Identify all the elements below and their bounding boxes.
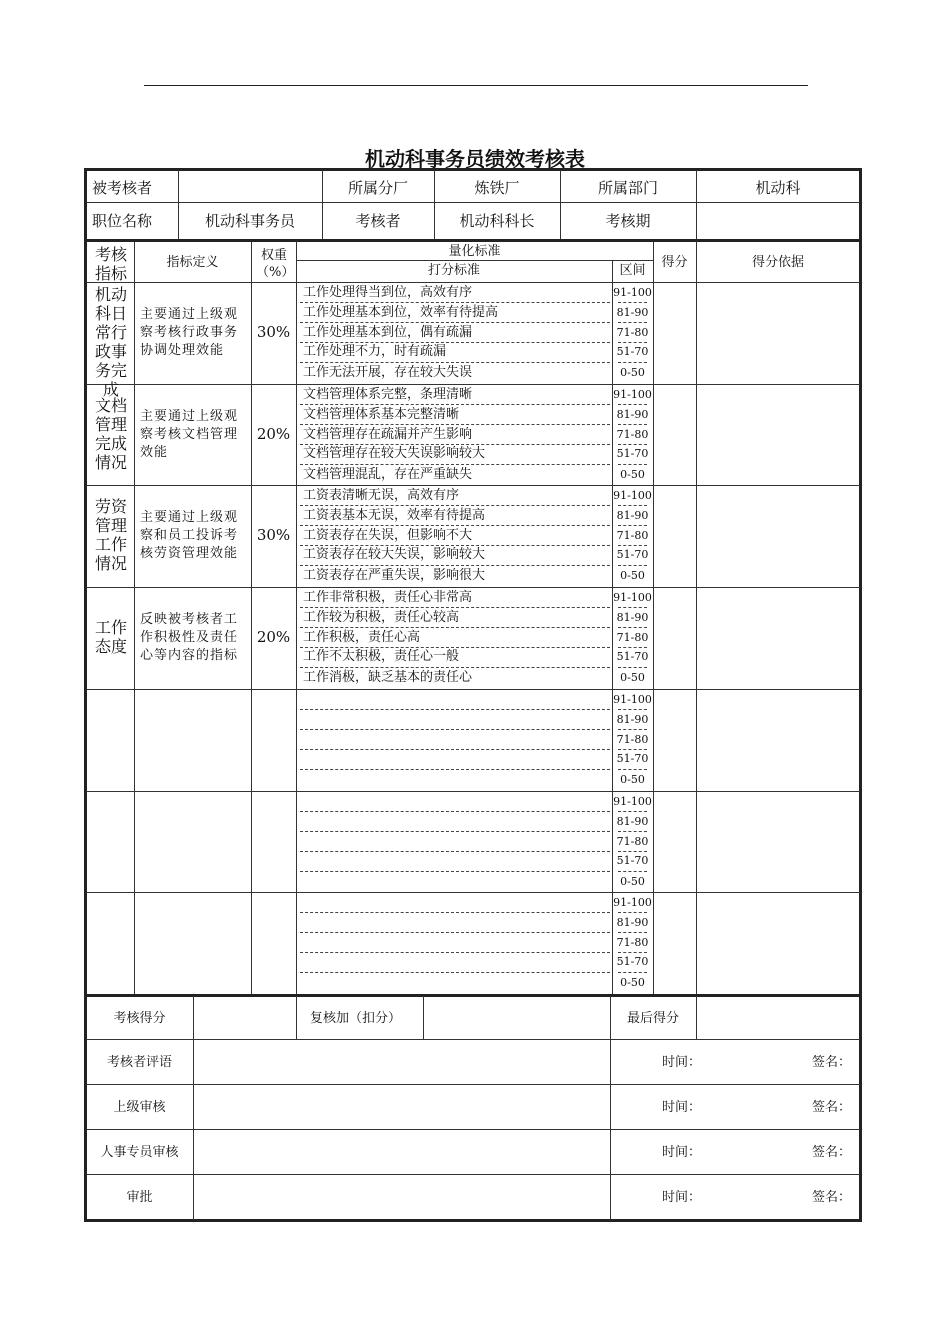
range-value: 51-70 [616,447,649,460]
info-bottom-rule [86,239,860,242]
score-cell[interactable] [654,486,695,586]
indicator-definition: 主要通过上级观察考核行政事务协调处理效能 [140,307,239,358]
score-cell[interactable] [654,283,695,383]
indicator-category [93,904,129,1000]
criteria-item: 工作消极，缺乏基本的责任心 [303,670,473,685]
score-cell[interactable] [654,690,695,790]
review-label: 考核者评语 [106,1055,172,1070]
review-comment-field[interactable] [194,1085,609,1128]
indicator-category [93,701,129,797]
position-value: 机动科事务员 [204,212,295,230]
range-value: 0-50 [620,976,645,989]
criteria-item: 工作处理得当到位，高效有序 [303,285,473,300]
range-value: 71-80 [616,529,649,542]
review-comment-field[interactable] [194,1130,609,1173]
dept-label: 所属部门 [597,179,658,197]
indicator-weight: 30% [256,526,291,544]
review-comment-field[interactable] [194,1175,609,1218]
score-basis-cell[interactable] [697,690,859,790]
range-value: 0-50 [620,569,645,582]
criteria-item: 文档管理存在疏漏并产生影响 [303,427,473,442]
range-value: 81-90 [616,306,649,319]
range-value: 71-80 [616,631,649,644]
info-divider [86,202,860,203]
range-value: 71-80 [616,326,649,339]
header-quant: 量化标准 [448,244,501,259]
indicator-definition: 主要通过上级观察考核文档管理效能 [140,409,239,460]
review-time-label: 时间： [662,1190,702,1205]
range-value: 91-100 [613,489,652,502]
range-value: 91-100 [613,795,652,808]
indicator-category: 文档管理完成情况 [94,396,127,472]
header-definition: 指标定义 [166,255,219,270]
range-value: 81-90 [616,611,649,624]
range-value: 81-90 [616,408,649,421]
review-time-label: 时间： [662,1145,702,1160]
range-value: 0-50 [620,366,645,379]
criteria-item: 工作不太积极，责任心一般 [303,649,460,664]
range-value: 71-80 [616,733,649,746]
range-value: 51-70 [616,548,649,561]
criteria-item: 工资表存在较大失误，影响较大 [303,547,486,562]
review-time-label: 时间： [662,1055,702,1070]
criteria-item: 文档管理体系基本完整清晰 [303,407,460,422]
score-cell[interactable] [654,792,695,891]
indicator-category: 劳资管理工作情况 [94,497,127,573]
range-value: 81-90 [616,713,649,726]
range-value: 0-50 [620,468,645,481]
score-cell[interactable] [654,893,695,993]
review-label: 人事专员审核 [100,1145,179,1160]
review-sign-label: 签名： [812,1055,852,1070]
range-value: 81-90 [616,916,649,929]
assessor-label: 考核者 [355,212,401,230]
review-label: 审批 [126,1190,153,1205]
header-weight: 权重（%） [256,248,295,280]
period-label: 考核期 [605,212,651,230]
range-value: 51-70 [616,955,649,968]
criteria-item: 工作处理基本到位，偶有疏漏 [303,325,473,340]
range-value: 71-80 [616,835,649,848]
indicator-definition: 主要通过上级观察和员工投诉考核劳资管理效能 [140,510,239,561]
indicator-category [93,803,129,898]
dept-value: 机动科 [755,179,801,197]
score-label: 考核得分 [113,1011,166,1026]
criteria-item: 工资表存在严重失误，影响很大 [303,568,486,583]
criteria-item: 工作无法开展，存在较大失误 [303,365,473,380]
review-sign-label: 签名： [812,1100,852,1115]
position-label: 职位名称 [92,212,153,230]
indicator-definition: 反映被考核者工作积极性及责任心等内容的指标 [140,612,239,663]
header-basis: 得分依据 [751,255,804,270]
range-value: 81-90 [616,815,649,828]
criteria-item: 工资表清晰无误，高效有序 [303,488,460,503]
criteria-item: 工资表基本无误，效率有待提高 [303,508,486,523]
header-category: 考核指标 [94,245,127,283]
range-value: 91-100 [613,896,652,909]
header-rule [144,85,808,86]
header-criteria: 打分标准 [427,263,480,278]
range-value: 71-80 [616,936,649,949]
range-value: 81-90 [616,509,649,522]
header-range: 区间 [619,263,646,278]
range-value: 91-100 [613,693,652,706]
range-value: 51-70 [616,345,649,358]
indicator-category: 工作态度 [94,618,127,656]
footer-top-rule [86,994,860,997]
review-sign-label: 签名： [812,1190,852,1205]
examinee-label: 被考核者 [92,179,153,197]
range-value: 51-70 [616,752,649,765]
criteria-item: 工作积极，责任心高 [303,630,421,645]
score-basis-cell[interactable] [697,486,859,586]
criteria-item: 文档管理混乱，存在严重缺失 [303,467,473,482]
range-value: 0-50 [620,773,645,786]
indicator-weight: 20% [256,425,291,443]
score-basis-cell[interactable] [697,283,859,383]
score-cell[interactable] [654,588,695,688]
criteria-item: 工作处理基本到位，效率有待提高 [303,305,499,320]
range-value: 0-50 [620,875,645,888]
criteria-item: 文档管理存在较大失误影响较大 [303,446,486,461]
indicator-weight: 30% [256,323,291,341]
range-value: 51-70 [616,854,649,867]
form-title: 机动科事务员绩效考核表 [365,147,585,171]
indicator-category: 机动科日常行政事务完成 [94,285,127,399]
review-time-label: 时间： [662,1100,702,1115]
score-basis-cell[interactable] [697,385,859,484]
range-value: 0-50 [620,671,645,684]
score-basis-cell[interactable] [697,588,859,688]
criteria-item: 工资表存在失误，但影响不大 [303,528,473,543]
range-value: 91-100 [613,286,652,299]
range-value: 91-100 [613,388,652,401]
assessor-value: 机动科科长 [459,212,535,230]
final-label: 最后得分 [626,1011,679,1026]
criteria-item: 工作处理不力，时有疏漏 [303,344,447,359]
criteria-item: 工作非常积极，责任心非常高 [303,590,473,605]
score-basis-cell[interactable] [697,792,859,891]
range-value: 91-100 [613,591,652,604]
range-value: 51-70 [616,650,649,663]
indicator-weight: 20% [256,628,291,646]
header-score: 得分 [661,255,688,270]
recheck-label: 复核加（扣分） [310,1011,402,1026]
review-label: 上级审核 [113,1100,166,1115]
criteria-item: 文档管理体系完整，条理清晰 [303,387,473,402]
score-cell[interactable] [654,385,695,484]
factory-value: 炼铁厂 [474,179,520,197]
factory-label: 所属分厂 [347,179,408,197]
review-sign-label: 签名： [812,1145,852,1160]
range-value: 71-80 [616,428,649,441]
criteria-item: 工作较为积极，责任心较高 [303,610,460,625]
review-comment-field[interactable] [194,1040,609,1083]
score-basis-cell[interactable] [697,893,859,993]
